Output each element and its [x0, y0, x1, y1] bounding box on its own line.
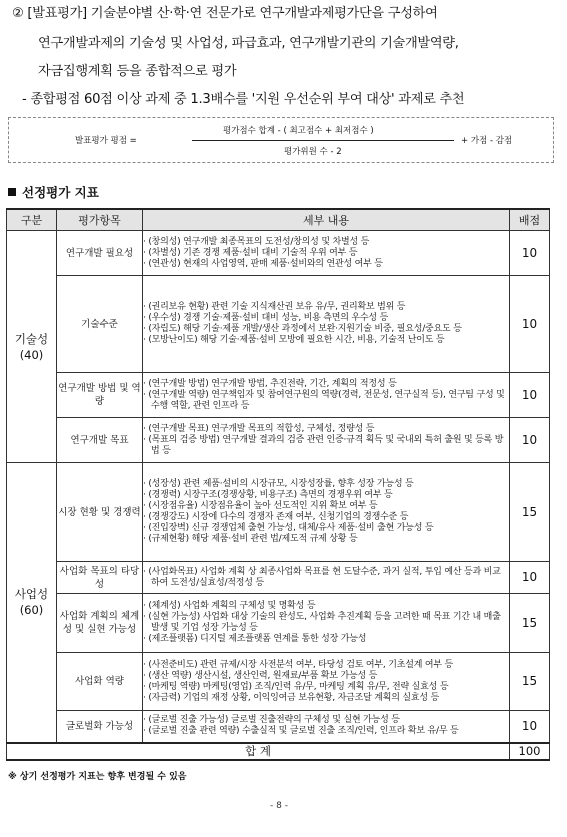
score-cell: 15: [510, 463, 550, 562]
category-biz: [7, 463, 57, 743]
detail-line: · (연관성) 현재의 사업영역, 판매 제품·설비와의 연관성 여부 등: [143, 258, 383, 269]
item-cell: 기술수준: [57, 276, 143, 373]
detail-line: · (우수성) 경쟁 기술·제품·설비 대비 성능, 비용 측면의 우수성 등: [143, 313, 389, 323]
detail-line: · (경쟁강도) 시장에 다수의 경쟁자 존재 여부, 신청기업의 경쟁수준 등: [143, 512, 409, 522]
header-detail: 세부 내용: [143, 209, 510, 231]
detail-line: · (실현 가능성) 사업화 대상 기술의 완성도, 사업화 추진계획 등을 고려한 때 목표 기간 내 매출 발생 및 기업 성장 가능성 등: [143, 612, 501, 633]
header-item: 평가항목: [57, 209, 143, 231]
detail-cell: [143, 594, 510, 653]
detail-line: · (연구개발 역량) 연구책임자 및 참여연구원의 역량(경력, 전문성, 연구실적 등), 연구팀 구성 및 수행 역할, 관련 인프라 등: [143, 389, 505, 411]
section-title-text: 선정평가 지표: [22, 185, 99, 200]
category-biz-label: 사업성: [14, 587, 49, 602]
detail-cell: [143, 653, 510, 711]
header-score: 배점: [510, 209, 550, 231]
item-cell: 글로벌화 가능성: [57, 711, 143, 743]
category-biz-points: (60): [19, 603, 44, 618]
table-row: [7, 231, 550, 276]
table-row: [7, 562, 550, 594]
score-cell: 10: [510, 562, 550, 594]
detail-line: · (시장점유율) 시장점유율이 높아 선도적인 지위 확보 여부 등: [143, 501, 378, 511]
score-cell: 10: [510, 276, 550, 373]
evaluation-table: [6, 208, 550, 761]
detail-cell: [143, 562, 510, 594]
detail-cell: [143, 276, 510, 373]
category-tech-points: (40): [19, 347, 44, 362]
item-cell: 사업화 역량: [57, 653, 143, 711]
detail-cell: [143, 711, 510, 743]
detail-line: · (사전준비도) 관련 규제/시장 사전분석 여부, 타당성 검토 여부, 기초설계 여부 등: [143, 659, 454, 670]
formula-box: [8, 117, 554, 163]
detail-line: · (모방난이도) 해당 기술·제품·설비 모방에 필요한 시간, 비용, 기술적 난이도 등: [143, 335, 445, 345]
total-label: 합 계: [7, 743, 510, 760]
score-cell: 15: [510, 653, 550, 711]
detail-line: · (글로벌 진출 관련 역량) 수출실적 및 글로벌 진출 조직/인력, 인프라 확보 유/무 등: [143, 726, 459, 737]
item-cell: 사업화 목표의 타당성: [57, 562, 143, 594]
section-title: [8, 183, 99, 201]
item-cell: 시장 현황 및 경쟁력: [57, 463, 143, 562]
score-cell: 10: [510, 231, 550, 276]
detail-line: · (마케팅 역량) 마케팅(영업) 조직/인력 유/무, 마케팅 계획 유/무, 전략 실효성 등: [143, 681, 449, 692]
intro-line-4: - 종합평점 60점 이상 과제 중 1.3배수를 '지원 우선순위 부여 대상' 과제로 추천: [22, 92, 465, 107]
item-cell: 사업화 계획의 체계성 및 실현 가능성: [57, 594, 143, 653]
intro-line-2: 연구개발과제의 기술성 및 사업성, 파급효과, 연구개발기관의 기술개발역량,: [38, 36, 459, 51]
detail-line: · (차별성) 기존 경쟁 제품·설비 대비 기술적 우위 여부 등: [143, 247, 358, 258]
detail-line: · (권리보유 현황) 관련 기술 지식재산권 보유 유/무, 권리확보 범위 등: [143, 302, 406, 312]
total-score: 100: [510, 743, 550, 760]
item-cell: 연구개발 목표: [57, 418, 143, 463]
formula-numerator: 평가점수 합계 - ( 최고점수 + 최저점수 ): [223, 126, 374, 136]
formula-label: 발표평가 평점 =: [75, 136, 137, 146]
detail-line: · (진입장벽) 신규 경쟁업체 출현 가능성, 대체/유사 제품·설비 출현 가능성 등: [143, 523, 434, 533]
detail-cell: [143, 373, 510, 418]
detail-line: · (경쟁력) 시장구조(경쟁상황, 비용구조) 측면의 경쟁우위 여부 등: [143, 490, 393, 500]
detail-line: · (목표의 검증 방법) 연구개발 결과의 검증 관련 인증·규격 획득 및 국내외 특허 출원 및 등록 방법 등: [143, 434, 504, 456]
score-cell: 10: [510, 711, 550, 743]
detail-line: · (자립도) 해당 기술·제품 개발/생산 과정에서 보완·지원기술 비중, 필요성/중요도 등: [143, 324, 462, 334]
detail-cell: [143, 231, 510, 276]
category-tech: [7, 231, 57, 463]
detail-line: · (생산 역량) 생산시설, 생산인력, 원재료/부품 확보 가능성 등: [143, 670, 378, 681]
table-row: [7, 653, 550, 711]
detail-line: · (사업화목표) 사업화 계획 상 최종사업화 목표를 현 도달수준, 과거 실적, 투입 예산 등과 비교하여 도전성/실효성/적정성 등: [143, 566, 501, 588]
intro-line-3: 자금집행계획 등을 종합적으로 평가: [38, 64, 237, 79]
fraction-bar: [192, 140, 454, 141]
table-row: [7, 463, 550, 562]
table-row: [7, 594, 550, 653]
detail-line: · (글로벌 진출 가능성) 글로벌 진출전략의 구체성 및 실현 가능성 등: [143, 715, 400, 726]
table-row: [7, 276, 550, 373]
detail-line: · (자금력) 기업의 재정 상황, 이익잉여금 보유현황, 자금조달 계획의 실효성 등: [143, 692, 440, 703]
detail-line: · (창의성) 연구개발 최종목표의 도전성/창의성 및 차별성 등: [143, 236, 370, 247]
page-number: - 8 -: [270, 801, 288, 811]
item-cell: 연구개발 필요성: [57, 231, 143, 276]
table-row: [7, 373, 550, 418]
footnote: ※ 상기 선정평가 지표는 향후 변경될 수 있음: [8, 772, 187, 782]
detail-line: · (규제현황) 해당 제품·설비 관련 법/제도적 규제 상황 등: [143, 534, 358, 544]
score-cell: 15: [510, 594, 550, 653]
detail-line: · (성장성) 관련 제품·설비의 시장규모, 시장성장률, 향후 성장 가능성 등: [143, 479, 414, 489]
detail-line: · (제조플랫폼) 디지털 제조플랫폼 연계를 통한 성장 가능성: [143, 634, 367, 644]
category-tech-label: 기술성: [14, 331, 49, 346]
detail-line: · (연구개발 목표) 연구개발 목표의 적합성, 구체성, 정량성 등: [143, 423, 375, 434]
detail-line: · (체계성) 사업화 계획의 구체성 및 명확성 등: [143, 601, 316, 611]
table-row: [7, 711, 550, 743]
header-category: 구분: [7, 209, 57, 231]
item-cell: 연구개발 방법 및 역량: [57, 373, 143, 418]
detail-cell: [143, 463, 510, 562]
formula-denominator: 평가위원 수 - 2: [284, 147, 342, 157]
score-cell: 10: [510, 418, 550, 463]
detail-line: · (연구개발 방법) 연구개발 방법, 추진전략, 기간, 계획의 적정성 등: [143, 378, 397, 389]
total-row: [7, 743, 550, 760]
score-cell: 10: [510, 373, 550, 418]
table-row: [7, 418, 550, 463]
formula-tail: + 가점 - 감점: [461, 136, 513, 146]
square-bullet-icon: [8, 188, 16, 196]
detail-cell: [143, 418, 510, 463]
intro-line-1: ② [발표평가] 기술분야별 산·학·연 전문가로 연구개발과제평가단을 구성하여: [12, 6, 438, 21]
